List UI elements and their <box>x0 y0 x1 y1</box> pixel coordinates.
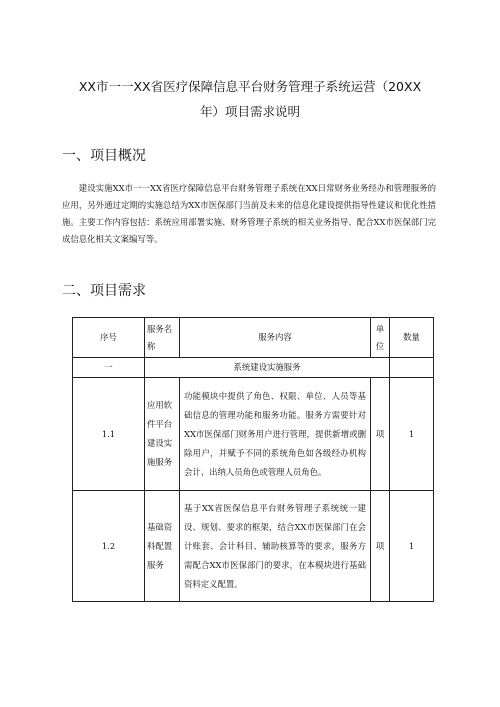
row-unit: 项 <box>371 378 390 491</box>
row-quantity: 1 <box>390 378 434 491</box>
row-service-name: 应用软件平台建设实施服务 <box>145 378 180 491</box>
requirements-table <box>72 317 434 602</box>
document-title <box>60 74 440 124</box>
row-unit: 项 <box>371 491 390 602</box>
header-service-name: 服务名称 <box>145 318 180 358</box>
section-heading-requirements: 二、项目需求 <box>62 283 146 299</box>
header-service-content: 服务内容 <box>180 318 371 358</box>
row-service-name: 基础资料配置服务 <box>145 491 180 602</box>
row-service-content: 基于XX省医保信息平台财务管理子系统统一建设、规划、要求的框架，结合XX市医保部门在会计账套、会计科目、辅助核算等的要求，服务方需配合XX市医保部门的要求，在本模块进行基础资料定义配置。 <box>180 491 371 602</box>
row-no: 1.1 <box>73 378 145 491</box>
title-line-2: 年）项目需求说明 <box>199 104 300 119</box>
group-empty-cell <box>390 358 434 378</box>
overview-paragraph: 建设实施XX市一一XX省医疗保障信息平台财务管理子系统在XX日常财务业务经办和管理服务的应用，另外通过定期的实施总结为XX市医保部门当前及未来的信息化建设提供指导性建议和优化性措施。主要工作内容包括：系统应用部署实施、财务管理子系统的相关业务指导、配合XX市医保部门完成信息化相关文案编写等。 <box>62 183 436 244</box>
row-service-content: 功能模块中提供了角色、权限、单位、人员等基础信息的管理功能和服务功能。服务方需要针对XX市医保部门财务用户进行管理，提供新增或删除用户，并赋予不同的系统角色如各级经办机构会计、出纳人员角色或管理人员角色。 <box>180 378 371 491</box>
header-no: 序号 <box>73 318 145 358</box>
table-group-row <box>73 358 434 378</box>
header-quantity: 数量 <box>390 318 434 358</box>
table-row <box>73 491 434 602</box>
title-line-1: XX市一一XX省医疗保障信息平台财务管理子系统运营（20XX <box>78 79 422 94</box>
row-quantity: 1 <box>390 491 434 602</box>
row-no: 1.2 <box>73 491 145 602</box>
table-row <box>73 378 434 491</box>
section-heading-overview: 一、项目概况 <box>62 148 146 164</box>
group-no: 一 <box>73 358 145 378</box>
table-header-row <box>73 318 434 358</box>
group-label: 系统建设实施服务 <box>145 358 390 378</box>
header-unit: 单位 <box>371 318 390 358</box>
